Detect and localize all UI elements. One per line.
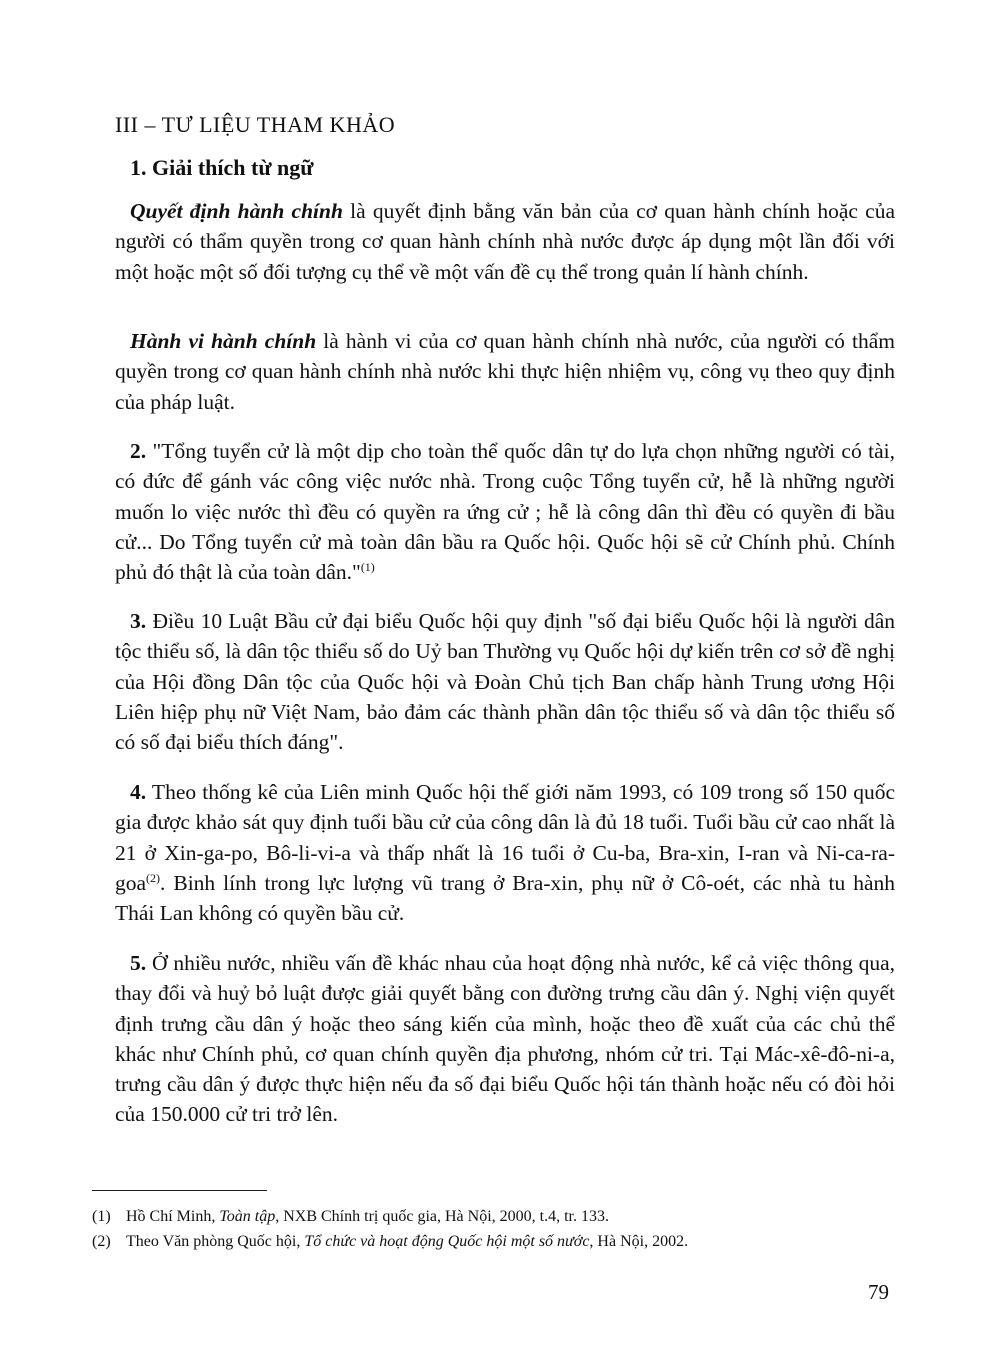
numbered-paragraph	[115, 436, 895, 587]
item-number: 4.	[130, 780, 147, 804]
footnote-mark: (2)	[92, 1233, 111, 1250]
definition-paragraph	[115, 326, 895, 417]
item-text: Điều 10 Luật Bầu cử đại biểu Quốc hội quy định "số đại biểu Quốc hội là người dân tộc thiểu số, là dân tộc thiểu số do Uỷ ban Thường vụ Quốc hội dự kiến trên cơ sở đề nghị của Hội đồng Dân tộc của Quốc hội và Đoàn Chủ tịch Ban chấp hành Trung ương Hội Liên hiệp phụ nữ Việt Nam, bảo đảm các thành phần dân tộc thiểu số và dân tộc thiểu số có số đại biểu thích đáng".	[115, 609, 895, 755]
item-text: Ở nhiều nước, nhiều vấn đề khác nhau của hoạt động nhà nước, kể cả việc thông qua, thay đổi và huỷ bỏ luật được giải quyết bằng con đường trưng cầu dân ý. Nghị viện quyết định trưng cầu dân ý hoặc theo sáng kiến của mình, hoặc theo đề xuất của các chủ thể khác như Chính phủ, cơ quan chính quyền địa phương, nhóm cử tri. Tại Mác-xê-đô-ni-a, trưng cầu dân ý được thực hiện nếu đa số đại biểu Quốc hội tán thành hoặc nếu có đòi hỏi của 150.000 cử tri trở lên.	[115, 951, 895, 1127]
footnote-reference: (1)	[360, 560, 375, 575]
item-text: "Tổng tuyển cử là một dịp cho toàn thể quốc dân tự do lựa chọn những người có tài, có đức để gánh vác công việc nước nhà. Trong cuộc Tổng tuyển cử, hễ là những người muốn lo việc nước thì đều có quyền ra ứng cử ; hễ là công dân thì đều có quyền đi bầu cử... Do Tổng tuyển cử mà toàn dân bầu ra Quốc hội. Quốc hội sẽ cử Chính phủ. Chính phủ đó thật là của toàn dân."	[115, 439, 895, 585]
subsection-title: 1. Giải thích từ ngữ	[130, 155, 314, 180]
numbered-paragraph	[115, 948, 895, 1130]
page-number: 79	[868, 1280, 889, 1304]
item-text-after: . Binh lính trong lực lượng vũ trang ở Bra-xin, phụ nữ ở Cô-oét, các nhà tu hành Thái Lan không có quyền bầu cử.	[115, 870, 895, 926]
footnote-text: Hồ Chí Minh,	[126, 1208, 220, 1225]
footnote-mark: (1)	[92, 1208, 111, 1225]
footnote-book-title: Tổ chức và hoạt động Quốc hội một số nước	[304, 1233, 590, 1250]
definition-text: là quyết định bằng văn bản của cơ quan hành chính hoặc của người có thẩm quyền trong cơ quan hành chính nhà nước được áp dụng một lần đối với một hoặc một số đối tượng cụ thể về một vấn đề cụ thể trong quản lí hành chính.	[115, 199, 895, 284]
definition-term: Quyết định hành chính	[130, 199, 343, 223]
numbered-paragraph	[115, 606, 895, 757]
item-number: 5.	[130, 951, 147, 975]
item-text: Theo thống kê của Liên minh Quốc hội thế giới năm 1993, có 109 trong số 150 quốc gia được khảo sát quy định tuổi bầu cử của công dân là đủ 18 tuổi. Tuổi bầu cử cao nhất là 21 ở Xin-ga-po, Bô-li-vi-a và thấp nhất là 16 tuổi ở Cu-ba, Bra-xin, I-ran và Ni-ca-ra-goa	[115, 780, 895, 895]
section-title: III – TƯ LIỆU THAM KHẢO	[115, 112, 396, 137]
footnote-book-title: Toàn tập	[219, 1208, 276, 1225]
footnote-text: , NXB Chính trị quốc gia, Hà Nội, 2000, t.4, tr. 133.	[275, 1208, 609, 1225]
footnote-text: , Hà Nội, 2002.	[589, 1233, 689, 1250]
item-number: 2.	[130, 439, 147, 463]
footnote-divider	[92, 1190, 267, 1191]
footnote	[92, 1204, 912, 1229]
numbered-paragraph	[115, 777, 895, 928]
definition-paragraph	[115, 196, 895, 287]
footnote-text: Theo Văn phòng Quốc hội,	[126, 1233, 305, 1250]
footnote-reference: (2)	[146, 870, 161, 885]
item-number: 3.	[130, 609, 147, 633]
definition-text: là hành vi của cơ quan hành chính nhà nước, của người có thẩm quyền trong cơ quan hành chính nhà nước khi thực hiện nhiệm vụ, công vụ theo quy định của pháp luật.	[115, 329, 895, 414]
definition-term: Hành vi hành chính	[130, 329, 317, 353]
footnote-list	[92, 1204, 912, 1254]
footnote	[92, 1229, 912, 1254]
